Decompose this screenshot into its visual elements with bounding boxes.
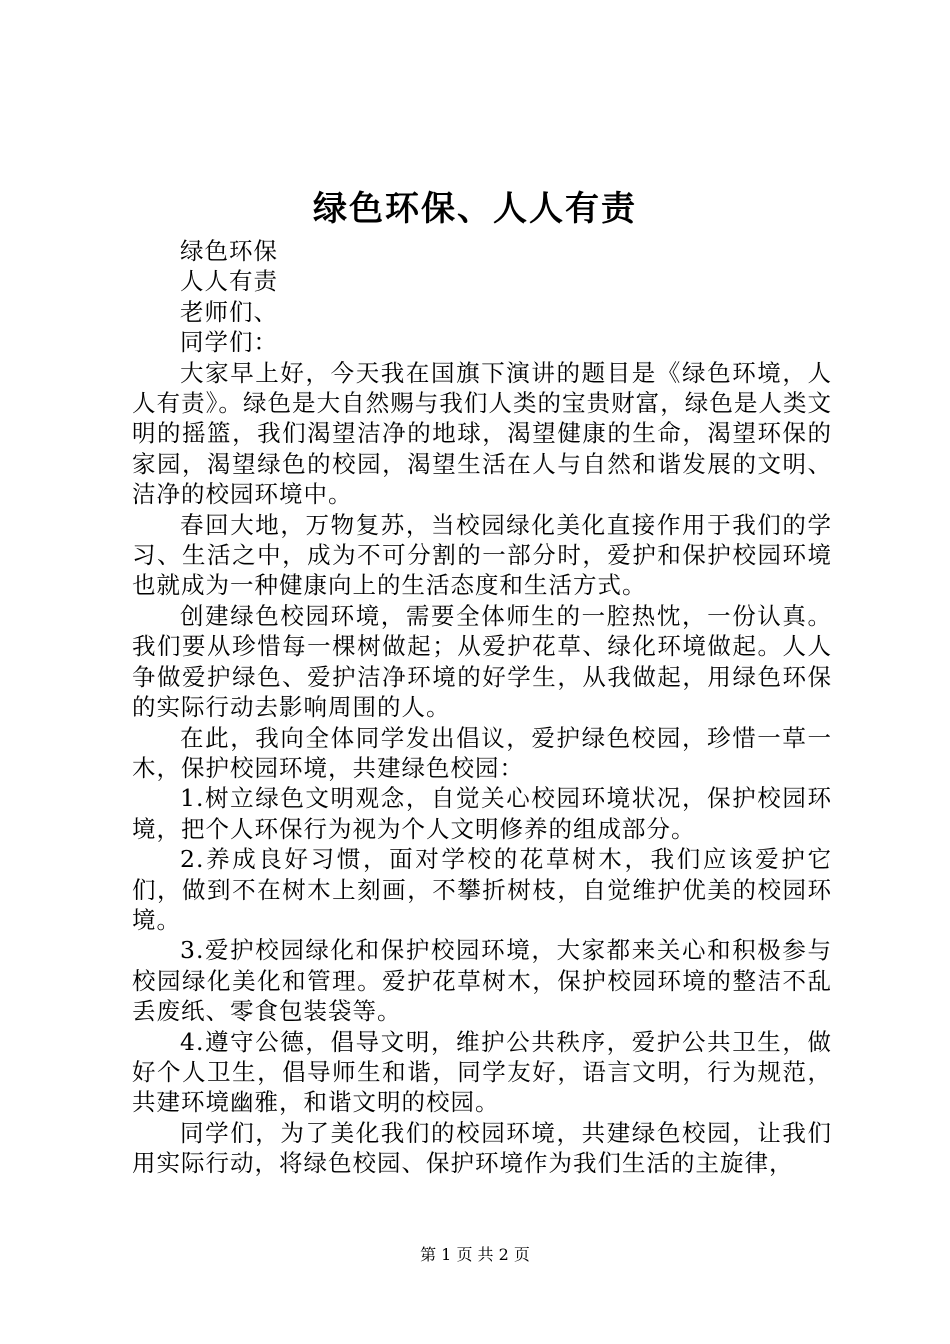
list-item-paragraph: 4.遵守公德，倡导文明，维护公共秩序，爱护公共卫生，做好个人卫生，倡导师生和谐，同学友好，语言文明，行为规范，共建环境幽雅，和谐文明的校园。	[132, 1027, 832, 1117]
body-paragraph: 同学们，为了美化我们的校园环境，共建绿色校园，让我们用实际行动，将绿色校园、保护环境作为我们生活的主旋律，	[132, 1118, 832, 1178]
document-title: 绿色环保、人人有责	[313, 189, 637, 229]
list-item-paragraph: 2.养成良好习惯，面对学校的花草树木，我们应该爱护它们，做到不在树木上刻画，不攀折树枝，自觉维护优美的校园环境。	[132, 845, 832, 934]
page-footer: 第 1 页 共 2 页	[420, 1245, 530, 1264]
list-item-paragraph: 3.爱护校园绿化和保护校园环境，大家都来关心和积极参与校园绿化美化和管理。爱护花草树木，保护校园环境的整洁不乱丢废纸、零食包装袋等。	[132, 936, 832, 1026]
header-line: 绿色环保	[180, 237, 278, 265]
list-item-paragraph: 1.树立绿色文明观念，自觉关心校园环境状况，保护校园环境，把个人环保行为视为个人文明修养的组成部分。	[132, 784, 832, 843]
header-line: 人人有责	[180, 267, 278, 296]
body-paragraph: 在此，我向全体同学发出倡议，爱护绿色校园，珍惜一草一木，保护校园环境，共建绿色校园：	[132, 723, 832, 782]
header-line: 同学们：	[180, 328, 278, 357]
body-paragraph: 大家早上好，今天我在国旗下演讲的题目是《绿色环境，人人有责》。绿色是大自然赐与我们人类的宝贵财富，绿色是人类文明的摇篮，我们渴望洁净的地球，渴望健康的生命，渴望环保的家园，渴望绿色的校园，渴望生活在人与自然和谐发展的文明、洁净的校园环境中。	[132, 358, 832, 509]
header-line: 老师们、	[180, 297, 278, 326]
document-body	[132, 236, 832, 1179]
body-paragraph: 春回大地，万物复苏，当校园绿化美化直接作用于我们的学习、生活之中，成为不可分割的一部分时，爱护和保护校园环境也就成为一种健康向上的生活态度和生活方式。	[132, 510, 832, 600]
body-paragraph: 创建绿色校园环境，需要全体师生的一腔热忱，一份认真。我们要从珍惜每一棵树做起；从爱护花草、绿化环境做起。人人争做爱护绿色、爱护洁净环境的好学生，从我做起，用绿色环保的实际行动去影响周围的人。	[132, 601, 832, 722]
